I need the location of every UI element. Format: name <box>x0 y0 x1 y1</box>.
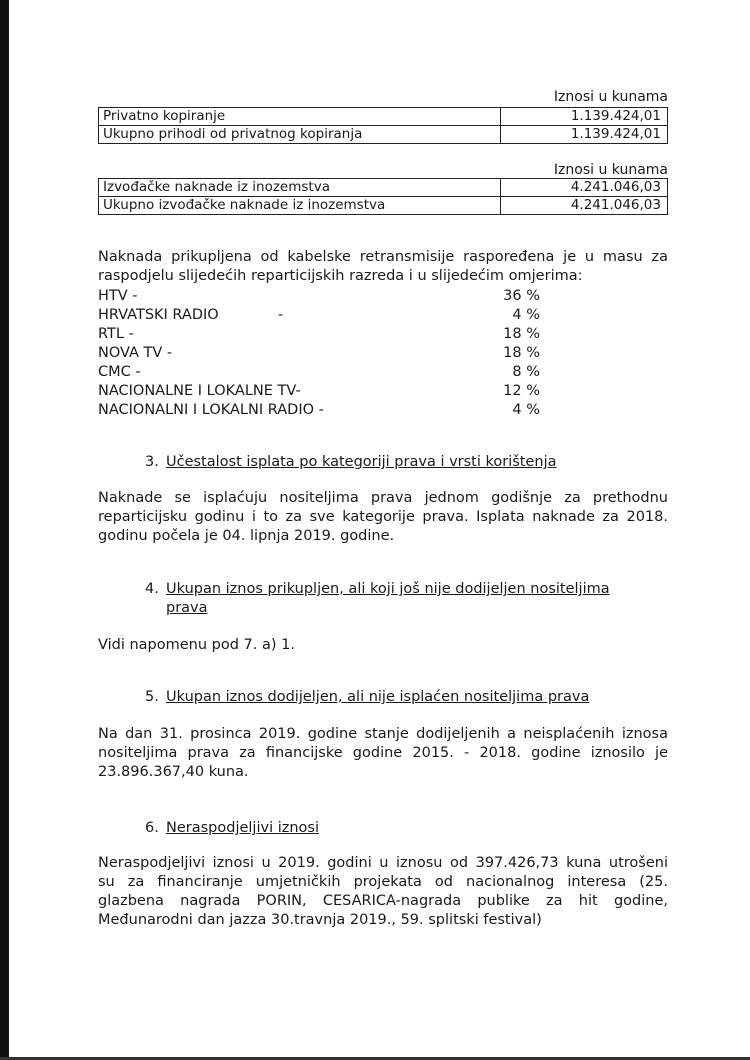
paragraph-line: reparticijsku godinu i to za sve kategorije prava. Isplata naknade za 2018. <box>98 509 668 525</box>
table-row <box>99 108 668 126</box>
paragraph-line: su za financiranje umjetničkih projekata od nacionalnog interesa (25. <box>98 874 668 890</box>
private-copying-table <box>98 107 668 144</box>
row-label: Ukupno prihodi od privatnog kopiranja <box>99 126 501 144</box>
section-5-body <box>98 725 668 782</box>
section-title: Učestalost isplata po kategoriji prava i vrsti korištenja <box>166 454 557 470</box>
class-share: 18 % <box>503 326 540 342</box>
list-item <box>98 325 668 344</box>
class-share: 8 % <box>512 364 540 380</box>
foreign-performer-fees-table <box>98 178 668 215</box>
class-share: 36 % <box>503 288 540 304</box>
section-number: 3. <box>145 454 159 470</box>
class-label: RTL - <box>98 326 134 342</box>
section-number: 4. <box>145 581 159 597</box>
row-label: Privatno kopiranje <box>99 108 501 126</box>
paragraph-line: glazbena nagrada PORIN, CESARICA-nagrada publike za hit godine, <box>98 893 668 909</box>
paragraph-line: nositeljima prava za financijske godine 2015. - 2018. godine iznosilo je <box>98 745 668 761</box>
currency-caption: Iznosi u kunama <box>553 162 668 178</box>
class-share: 4 % <box>512 402 540 418</box>
class-label: NACIONALNE I LOKALNE TV- <box>98 383 301 399</box>
section-6-heading <box>145 819 445 838</box>
row-amount: 4.241.046,03 <box>501 197 668 215</box>
class-label: NOVA TV - <box>98 345 173 361</box>
paragraph-line: Međunarodni dan jazza 30.travnja 2019., 59. splitski festival) <box>98 912 542 928</box>
section-title: Neraspodjeljivi iznosi <box>166 820 319 836</box>
class-share: 18 % <box>503 345 540 361</box>
list-item <box>98 306 668 325</box>
section-3-heading <box>145 453 615 472</box>
currency-caption: Iznosi u kunama <box>553 89 668 105</box>
scan-left-edge <box>0 0 9 1060</box>
row-amount: 1.139.424,01 <box>501 126 668 144</box>
section-6-body <box>98 854 668 930</box>
list-item <box>98 344 668 363</box>
section-title: Ukupan iznos dodijeljen, ali nije isplaćen nositeljima prava <box>166 689 590 705</box>
paragraph-line: Na dan 31. prosinca 2019. godine stanje dodijeljenih a neisplaćenih iznosa <box>98 726 668 742</box>
class-share: 12 % <box>503 383 540 399</box>
section-title-continued: prava <box>166 600 208 616</box>
class-label: NACIONALNI I LOKALNI RADIO - <box>98 402 324 418</box>
class-share: 4 % <box>512 307 540 323</box>
section-number: 5. <box>145 689 159 705</box>
paragraph-line: 23.896.367,40 kuna. <box>98 764 249 780</box>
section-3-body <box>98 489 668 546</box>
paragraph-line: Vidi napomenu pod 7. a) 1. <box>98 637 295 653</box>
paragraph-line: raspodjelu slijedećih reparticijskih razreda i u slijedećim omjerima: <box>98 268 583 284</box>
paragraph-line: godinu počela je 04. lipnja 2019. godine. <box>98 528 395 544</box>
paragraph-line: Neraspodjeljivi iznosi u 2019. godini u iznosu od 397.426,73 kuna utrošeni <box>98 855 668 871</box>
class-label: HTV - <box>98 288 138 304</box>
section-4-heading <box>145 580 645 618</box>
paragraph-line: Naknada prikupljena od kabelske retransmisije raspoređena je u masu za <box>98 249 668 265</box>
section-5-heading <box>145 688 645 707</box>
row-amount: 4.241.046,03 <box>501 179 668 197</box>
row-label: Ukupno izvođačke naknade iz inozemstva <box>99 197 501 215</box>
row-label: Izvođačke naknade iz inozemstva <box>99 179 501 197</box>
table-row <box>99 126 668 144</box>
list-item <box>98 401 668 420</box>
class-dash: - <box>278 307 284 323</box>
table-row <box>99 197 668 215</box>
section-number: 6. <box>145 820 159 836</box>
list-item <box>98 287 668 306</box>
distribution-intro <box>98 248 668 286</box>
list-item <box>98 382 668 401</box>
class-label: CMC - <box>98 364 141 380</box>
section-title: Ukupan iznos prikupljen, ali koji još nije dodijeljen nositeljima <box>166 581 610 597</box>
section-4-body <box>98 636 668 655</box>
paragraph-line: Naknade se isplaćuju nositeljima prava jednom godišnje za prethodnu <box>98 490 668 506</box>
list-item <box>98 363 668 382</box>
class-label: HRVATSKI RADIO <box>98 307 219 323</box>
distribution-list <box>98 287 668 420</box>
row-amount: 1.139.424,01 <box>501 108 668 126</box>
table-row <box>99 179 668 197</box>
